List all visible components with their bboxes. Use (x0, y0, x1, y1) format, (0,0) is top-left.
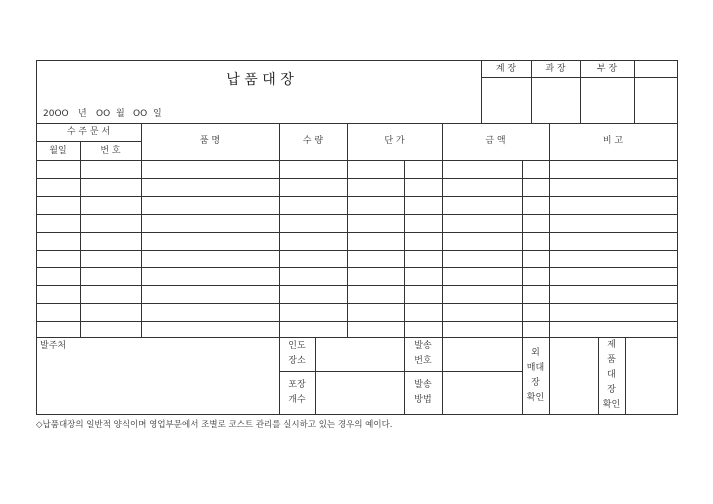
rule-col-quantity (347, 123, 348, 338)
rule-col-monthday (80, 141, 81, 338)
rule-row-8 (36, 303, 678, 304)
rule-left (36, 60, 37, 415)
date-day-unit: 일 (153, 109, 162, 119)
rule-row-4 (36, 232, 678, 233)
label-outsource-check (522, 346, 549, 406)
label-shipment-no-1: 발송 (414, 341, 432, 351)
rule-col-number (141, 123, 142, 338)
date-year: 20OO (43, 109, 69, 119)
product-check-line-2: 품 (607, 355, 616, 365)
footnote: ◇납품대장의 일반적 양식이며 영업부문에서 조별로 코스트 관리를 실시하고 있는 경우의 예이다. (36, 420, 393, 430)
product-check-line-3: 대 (607, 370, 616, 380)
rule-bottom-label2 (442, 337, 443, 415)
rule-row-9 (36, 321, 678, 322)
rule-bottom (36, 414, 678, 415)
date-month: OO (96, 109, 111, 119)
label-packing-count-2: 개수 (288, 395, 306, 405)
outsource-check-line-3: 장 (531, 378, 540, 388)
outsource-check-line-4: 확인 (526, 393, 545, 403)
rule-approval-3 (634, 60, 635, 124)
rule-header-bottom (36, 160, 678, 161)
rule-rows-bottom (36, 337, 678, 338)
approval-chief: 계 장 (495, 64, 517, 74)
rule-col-unitprice (442, 123, 443, 338)
rule-header-mid (36, 141, 142, 142)
label-delivery-place-2: 장소 (288, 356, 306, 366)
rule-right (677, 60, 678, 415)
rule-row-2 (36, 196, 678, 197)
rule-row-3 (36, 214, 678, 215)
rule-col-amount-split (522, 160, 523, 338)
date-year-unit: 년 (78, 109, 87, 119)
header-unit-price: 단 가 (384, 136, 405, 146)
header-order-doc: 수 주 문 서 (66, 127, 111, 137)
product-check-line-1: 제 (607, 340, 616, 350)
outsource-check-line-1: 외 (531, 348, 540, 358)
header-amount: 금 액 (485, 136, 506, 146)
rule-row-6 (36, 267, 678, 268)
rule-bottom-check1 (549, 337, 550, 415)
label-client: 발주처 (40, 341, 67, 351)
label-shipment-no-2: 번호 (414, 356, 432, 366)
product-check-line-5: 확인 (602, 400, 621, 410)
rule-col-itemname (279, 123, 280, 415)
label-product-check (598, 338, 625, 413)
rule-row-5 (36, 250, 678, 251)
date-day: OO (133, 109, 148, 119)
approval-manager: 과 장 (545, 64, 566, 74)
outsource-check-line-2: 매대 (526, 363, 545, 373)
rule-top (36, 60, 678, 61)
rule-title-bottom (36, 123, 678, 124)
rule-col-unitprice-split (404, 160, 405, 338)
date-month-unit: 월 (116, 109, 125, 119)
header-month-day: 월일 (49, 146, 67, 156)
label-shipment-method-2: 방법 (414, 395, 432, 405)
rule-bottom-label1 (315, 337, 316, 415)
rule-bottom-check2 (625, 337, 626, 415)
product-check-line-4: 장 (607, 385, 616, 395)
header-number: 번 호 (100, 146, 121, 156)
approval-director: 부 장 (596, 64, 618, 74)
header-remarks: 비 고 (602, 136, 624, 146)
label-shipment-method-1: 발송 (414, 380, 432, 390)
rule-col-amount (549, 123, 550, 338)
rule-row-1 (36, 178, 678, 179)
header-item-name: 품 명 (199, 136, 221, 146)
page-title: 납 품 대 장 (226, 72, 294, 88)
header-quantity: 수 량 (302, 136, 324, 146)
rule-row-7 (36, 285, 678, 286)
label-packing-count-1: 포장 (288, 380, 306, 390)
label-delivery-place-1: 인도 (288, 341, 306, 351)
